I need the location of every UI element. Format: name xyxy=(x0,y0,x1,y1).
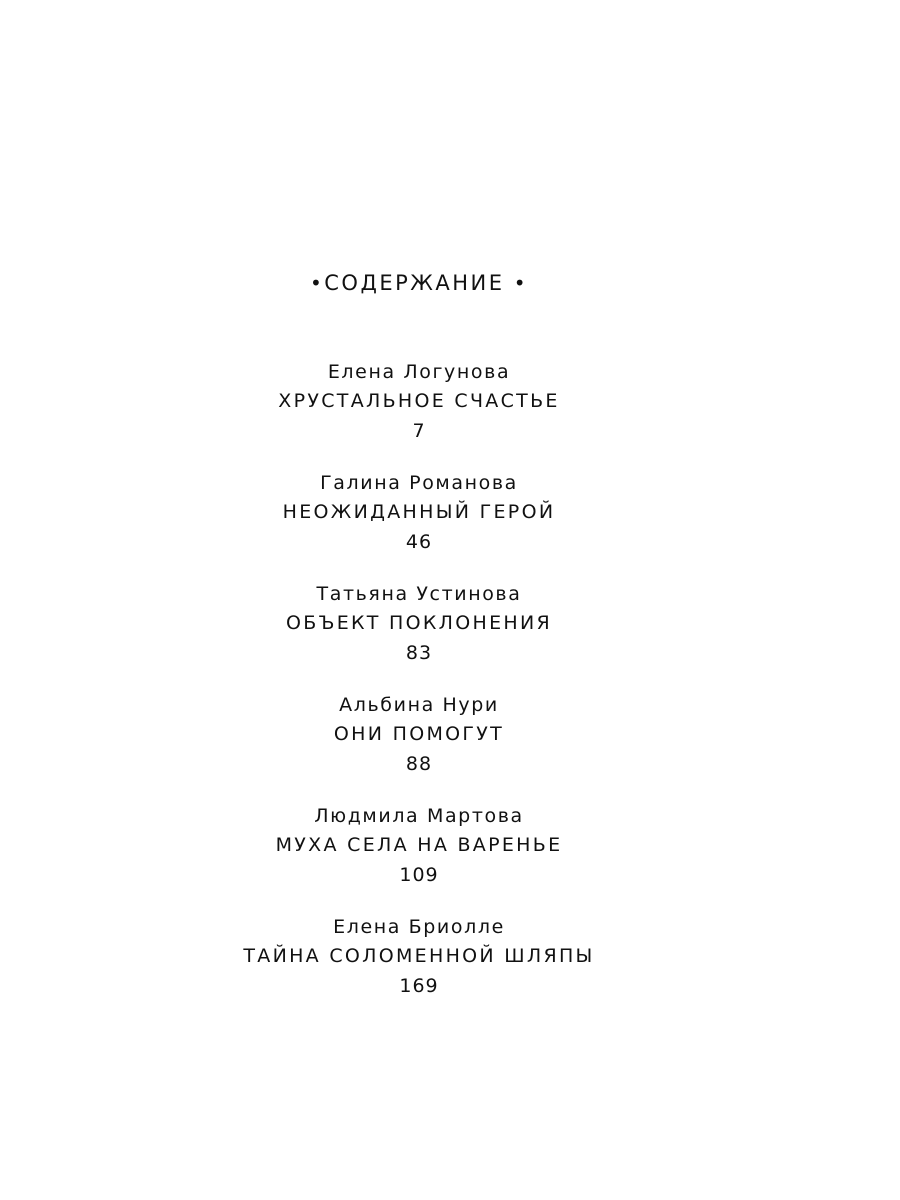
entry-page-number: 46 xyxy=(405,531,433,553)
entry-page-number: 7 xyxy=(412,420,426,442)
entry-title: ОНИ ПОМОГУТ xyxy=(333,723,505,745)
heading-bullet-left: • xyxy=(309,271,325,295)
toc-entry xyxy=(0,691,838,802)
contents-heading xyxy=(0,268,838,298)
toc-entry xyxy=(0,802,838,913)
contents-list xyxy=(0,358,838,1024)
entry-author: Людмила Мартова xyxy=(314,805,524,827)
entry-page-number: 169 xyxy=(399,975,439,997)
toc-entry xyxy=(0,469,838,580)
entry-title: МУХА СЕЛА НА ВАРЕНЬЕ xyxy=(275,834,563,856)
entry-title: ТАЙНА СОЛОМЕННОЙ ШЛЯПЫ xyxy=(243,945,595,967)
entry-page-number: 83 xyxy=(405,642,433,664)
entry-author: Елена Бриолле xyxy=(333,916,505,938)
entry-author: Татьяна Устинова xyxy=(316,583,522,605)
entry-author: Елена Логунова xyxy=(327,361,511,383)
entry-title: ОБЪЕКТ ПОКЛОНЕНИЯ xyxy=(285,612,552,634)
contents-title: СОДЕРЖАНИЕ xyxy=(324,271,505,295)
toc-entry xyxy=(0,358,838,469)
entry-page-number: 88 xyxy=(405,753,433,775)
toc-entry xyxy=(0,913,838,1024)
entry-author: Галина Романова xyxy=(320,472,518,494)
entry-title: ХРУСТАЛЬНОЕ СЧАСТЬЕ xyxy=(278,390,560,412)
heading-bullet-right: • xyxy=(513,271,529,295)
entry-page-number: 109 xyxy=(399,864,439,886)
entry-title: НЕОЖИДАННЫЙ ГЕРОЙ xyxy=(282,501,556,523)
toc-entry xyxy=(0,580,838,691)
entry-author: Альбина Нури xyxy=(339,694,499,716)
